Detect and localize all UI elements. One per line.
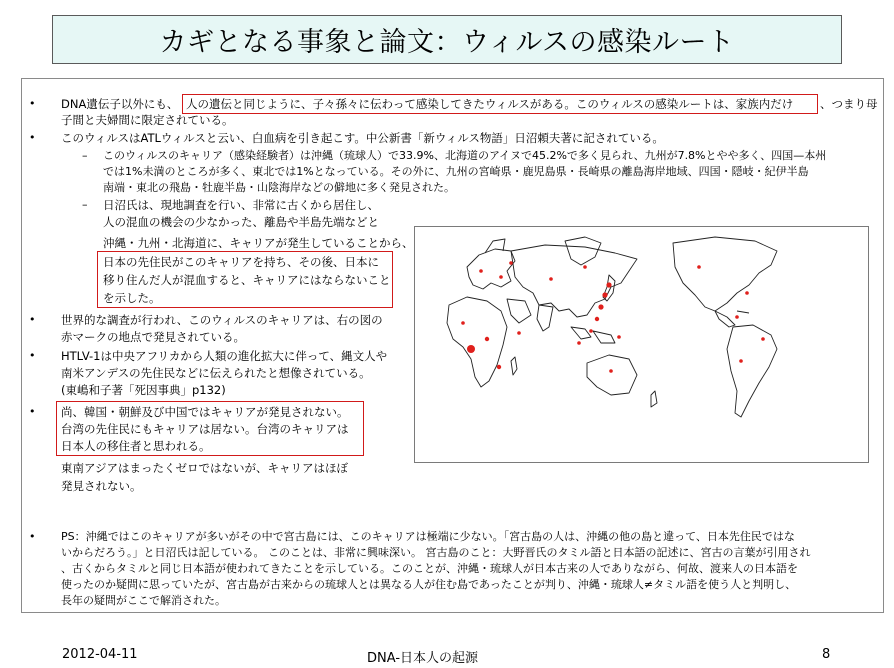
marker-na-2: [745, 291, 749, 295]
p1-line1-boxed: 人の遺伝と同じように、子々孫々に伝わって感染してきたウィルスがある。このウィルスの感染ルートは、家族内だけ: [186, 97, 794, 111]
p1-line1-prefix: DNA遺伝子以外にも、: [61, 97, 179, 111]
marker-asia-2: [549, 277, 553, 281]
marker-japan-1: [606, 282, 611, 287]
p5-line1: 世界的な調査が行われ、このウィルスのキャリアは、右の図の: [61, 313, 383, 327]
bullet-4: •: [29, 349, 36, 362]
marker-andes: [739, 359, 743, 363]
p8-line4: 使ったのか疑問に思っていたが、宮古島が古来からの琉球人とは異なる人が住む島であったことが判り、沖縄・琉球人≠タミル語を使う人と判明し、: [61, 578, 797, 591]
footer-date: 2012-04-11: [62, 647, 138, 662]
p3-line2: では1%未満のところが多く、東北では1%となっている。その外に、九州の宮崎県・鹿児島県・長崎県の離島海岸地域、四国・隠岐・紀伊半島: [103, 165, 809, 178]
highlight-box-3: [56, 401, 364, 456]
dash-2: –: [82, 198, 88, 211]
marker-sa-1: [761, 337, 765, 341]
marker-africa-4: [461, 321, 465, 325]
footer-title: DNA-日本人の起源: [367, 651, 479, 666]
p8-line5: 長年の疑問がここで解消された。: [61, 594, 226, 607]
world-map-figure: [414, 226, 869, 463]
highlight-box-2: [97, 251, 393, 308]
p6-line1: HTLV-1は中央アフリカから人類の進化拡大に伴って、縄文人や: [61, 349, 388, 363]
world-map-image: [415, 227, 868, 462]
marker-sea-2: [577, 341, 581, 345]
marker-taiwan-area: [595, 317, 599, 321]
p8-line3: 、古くからタミルと同じ日本語が使われてきたことを示している。このことが、沖縄・琉球人が日本古来の人でありながら、何故、渡来人の日本語を: [61, 562, 798, 575]
p4-line3: 沖縄・九州・北海道に、キャリアが発生していることから、: [103, 236, 414, 250]
p1-line2: 子間と夫婦間に限定されている。: [61, 113, 234, 127]
marker-africa-1: [467, 345, 475, 353]
p3-line1: このウィルスのキャリア（感染経験者）は沖縄（琉球人）で33.9%、北海道のアイヌで45.2%で多く見られ、九州が7.8%とやや多く、四国—本州: [103, 149, 827, 162]
p7-line4: 東南アジアはまったくゼロではないが、キャリアはほぼ: [61, 461, 349, 475]
marker-ocean-1: [517, 331, 521, 335]
p8-line2: いからだろう。」と日沼氏は記している。 このことは、非常に興味深い。 宮古島のこと：大野晋氏のタミル語と日本語の記述に、宮古の言葉が引用され: [61, 546, 811, 559]
marker-europe-1: [479, 269, 483, 273]
p6-line2: 南米アンデスの先住民などに伝えられたと想像されている。: [61, 366, 371, 380]
marker-na-1: [697, 265, 701, 269]
marker-sea-1: [589, 329, 593, 333]
marker-australia: [609, 369, 613, 373]
marker-asia-3: [583, 265, 587, 269]
marker-asia-1: [509, 261, 513, 265]
footer-page-number: 8: [822, 647, 831, 662]
p8-line1: PS：沖縄ではこのキャリアが多いがその中で宮古島には、このキャリアは極端に少ない。「宮古島の人は、沖縄の他の島と違って、日本先住民ではな: [61, 530, 795, 543]
marker-caribbean: [735, 315, 739, 319]
p7-line2: 台湾の先住民にもキャリアは居ない。台湾のキャリアは: [61, 422, 349, 436]
marker-okinawa: [598, 304, 603, 309]
p7-line5: 発見されない。: [61, 479, 142, 493]
bullet-2: •: [29, 131, 36, 144]
p7-line1: 尚、韓国・朝鮮及び中国ではキャリアが発見されない。: [61, 405, 349, 419]
p4-line5: 移り住んだ人が混血すると、キャリアにはならないこと: [103, 273, 391, 287]
p4-line4: 日本の先住民がこのキャリアを持ち、その後、日本に: [103, 255, 379, 269]
marker-europe-2: [499, 275, 503, 279]
p1-line1-suffix: 、つまり母: [820, 97, 878, 111]
p7-line3: 日本人の移住者と思われる。: [61, 439, 211, 453]
dash-1: –: [82, 149, 88, 162]
highlight-box-1: [182, 94, 818, 114]
slide-title-box: [52, 15, 842, 64]
p4-line1: 日沼氏は、現地調査を行い、非常に古くから居住し、: [103, 198, 379, 212]
marker-africa-2: [485, 337, 489, 341]
bullet-6: •: [29, 530, 36, 543]
bullet-3: •: [29, 313, 36, 326]
slide-title: カギとなる事象と論文：ウィルスの感染ルート: [159, 27, 735, 58]
marker-png: [617, 335, 621, 339]
p4-line6: を示した。: [103, 291, 161, 305]
marker-africa-3: [497, 365, 501, 369]
p3-line3: 南端・東北の飛島・牡鹿半島・山陰海岸などの僻地に多く発見された。: [103, 181, 455, 194]
bullet-1: •: [29, 97, 36, 110]
map-outlines: [447, 237, 777, 417]
bullet-5: •: [29, 405, 36, 418]
p5-line2: 赤マークの地点で発見されている。: [61, 330, 245, 344]
marker-japan-2: [602, 292, 607, 297]
p4-line2: 人の混血の機会の少なかった、離島や半島先端などと: [103, 215, 379, 229]
p2-line: このウィルスはATLウィルスと云い、白血病を引き起こす。中公新書「新ウィルス物語」日沼頼夫著に記されている。: [61, 131, 664, 145]
p6-line3: (東嶋和子著「死因事典」p132): [61, 383, 226, 397]
